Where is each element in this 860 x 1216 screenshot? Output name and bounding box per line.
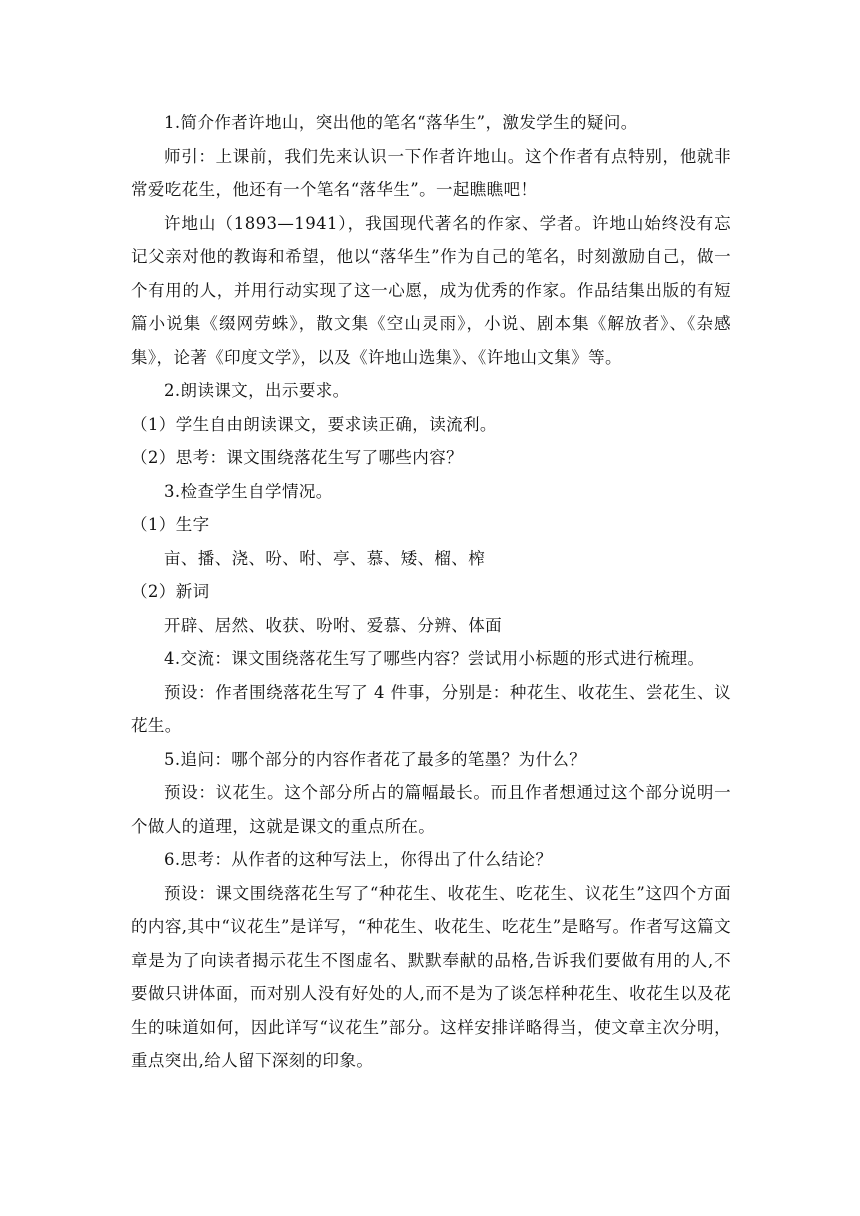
step-heading-1: 1.简介作者许地山，突出他的笔名“落华生”，激发学生的疑问。	[164, 113, 638, 132]
step-heading-3: 3.检查学生自学情况。	[164, 481, 333, 501]
preset-answer-5: 预设：议花生。这个部分所占的篇幅最长。而且作者想通过这个部分说明一个做人的道理，这就是课文的重点所在。	[131, 783, 731, 836]
step-heading-4: 4.交流：课文围绕落花生写了哪些内容？尝试用小标题的形式进行梳理。	[164, 649, 705, 668]
new-words-label: （2）新词	[131, 582, 210, 601]
new-characters-label: （1）生字	[131, 515, 210, 534]
step-heading-6: 6.思考：从作者的这种写法上，你得出了什么结论？	[164, 850, 553, 869]
author-bio-paragraph: 许地山（1893—1941），我国现代著名的作家、学者。许地山始终没有忘记父亲对他的教诲和希望，他以“落华生”作为自己的笔名，时刻激励自己，做一个有用的人，并用行动实现了这一心愿，成为优秀的作家。作品结集出版的有短篇小说集《缀网劳蛛》，散文集《空山灵雨》，小说、剧本集《解放者》、《杂感集》，论著《印度文学》，以及《许地山选集》、《许地山文集》等。	[131, 213, 731, 367]
step-heading-2: 2.朗读课文，出示要求。	[164, 381, 350, 400]
new-words-list: 开辟、居然、收获、吩咐、爱慕、分辨、体面	[164, 615, 502, 635]
document-body	[131, 106, 731, 1078]
preset-answer-4: 预设：作者围绕落花生写了 4 件事，分别是：种花生、收花生、尝花生、议花生。	[131, 682, 731, 735]
reading-requirement-2: （2）思考：课文围绕落花生写了哪些内容？	[131, 448, 463, 467]
preset-answer-6: 预设：课文围绕落花生写了“种花生、收花生、吃花生、议花生”这四个方面的内容,其中“议花生”是详写，“种花生、收花生、吃花生”是略写。作者写这篇文章是为了向读者揭示花生不图虚名、默默奉献的品格,告诉我们要做有用的人,不要做只讲体面，而对别人没有好处的人,而不是为了谈怎样种花生、收花生以及花生的味道如何，因此详写“议花生”部分。这样安排详略得当，使文章主次分明，重点突出,给人留下深刻的印象。	[131, 883, 731, 1070]
new-characters-list: 亩、播、浇、吩、咐、亭、慕、矮、榴、榨	[164, 548, 486, 568]
reading-requirement-1: （1）学生自由朗读课文，要求读正确，读流利。	[131, 414, 497, 434]
teacher-intro-paragraph: 师引：上课前，我们先来认识一下作者许地山。这个作者有点特别，他就非常爱吃花生，他还有一个笔名“落华生”。一起瞧瞧吧！	[131, 146, 731, 199]
step-heading-5: 5.追问：哪个部分的内容作者花了最多的笔墨？为什么？	[164, 749, 587, 769]
